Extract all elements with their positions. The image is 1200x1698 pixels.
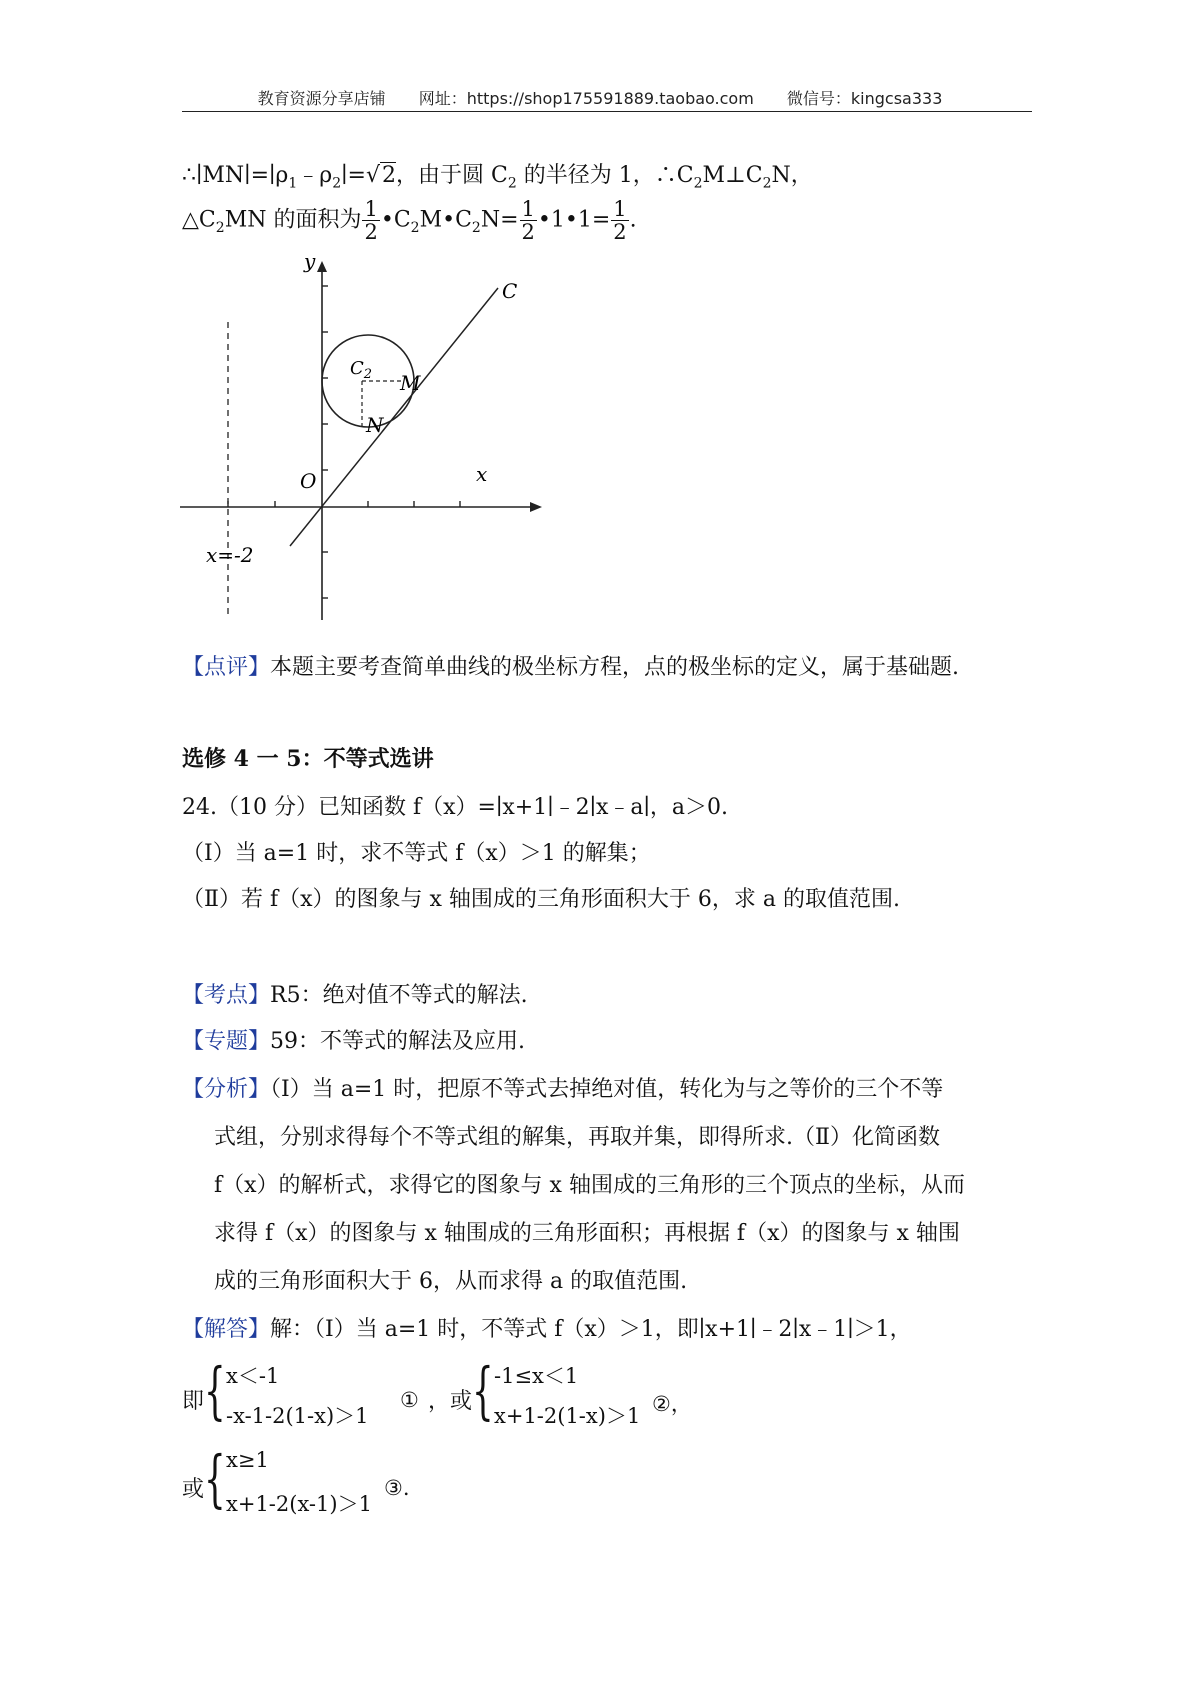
text: N， xyxy=(771,163,813,188)
text: △C xyxy=(182,207,216,233)
brace: { xyxy=(472,1354,494,1427)
zhuanti-text: 59：不等式的解法及应用. xyxy=(270,1029,526,1054)
inequality-systems-row-2 xyxy=(182,1444,482,1528)
problem-stem: 24.（10 分）已知函数 f（x）=∣x+1∣﹣2∣x﹣a∣，a＞0. xyxy=(182,795,729,820)
jieda-text: 解：（Ⅰ）当 a=1 时，不等式 f（x）＞1，即∣x+1∣﹣2∣x﹣1∣＞1， xyxy=(270,1317,912,1342)
system-2-line-2: x+1-2(1-x)＞1 xyxy=(494,1404,641,1428)
huo-label: ，或 xyxy=(428,1389,473,1414)
label-x-neg-2: x=-2 xyxy=(206,543,254,567)
calc-line-1: $\therefore∣MN∣=∣\rho_1﹣\rho_2∣=√2$，由于圆 $C_2$ 的半径为 1，$\therefore C_2M\perp C_2N$， xyxy=(182,163,813,192)
frac-num: 1 xyxy=(521,197,535,221)
review-line xyxy=(182,650,959,681)
kaodian-line xyxy=(182,978,528,1009)
sub: 2 xyxy=(693,175,703,192)
sqrt-value: 2 xyxy=(382,163,397,188)
frac-den: 2 xyxy=(521,220,535,245)
frac-num: 1 xyxy=(613,197,627,221)
text: N= xyxy=(480,207,519,233)
system-1-mark: ① xyxy=(400,1388,419,1412)
review-text: 本题主要考查简单曲线的极坐标方程，点的极坐标的定义，属于基础题. xyxy=(270,655,960,680)
frac-den: 2 xyxy=(364,220,378,245)
system-1-line-1: x＜-1 xyxy=(226,1364,280,1388)
review-tag: 【点评】 xyxy=(182,655,271,680)
header-site: 网址：https://shop175591889.taobao.com xyxy=(418,89,754,108)
text: M⊥C xyxy=(702,163,763,188)
fenxi-line-3: f（x）的解析式，求得它的图象与 x 轴围成的三角形的三个顶点的坐标，从而 xyxy=(214,1173,965,1198)
x-axis-arrow xyxy=(530,502,542,512)
fenxi-tag: 【分析】 xyxy=(182,1077,271,1102)
header-wechat: 微信号：kingcsa333 xyxy=(786,89,943,108)
sub: 1 xyxy=(288,175,298,192)
ji-label: 即 xyxy=(182,1389,205,1414)
label-y: y xyxy=(304,249,316,273)
zhuanti-line xyxy=(182,1024,525,1055)
label-c2: $C_2$ xyxy=(350,358,373,382)
label-c: C xyxy=(502,279,518,303)
text: •1•1= xyxy=(537,207,611,233)
label-m: M xyxy=(400,371,421,395)
text: •C xyxy=(380,207,411,233)
inequality-systems-row-1 xyxy=(182,1356,742,1440)
jieda-line xyxy=(182,1312,912,1343)
text: 的半径为 1，∴C xyxy=(516,163,694,188)
text: . xyxy=(629,207,637,233)
fraction xyxy=(611,198,628,243)
system-3-mark: ③. xyxy=(384,1476,410,1500)
system-3-line-1: x≥1 xyxy=(226,1448,269,1472)
frac-num: 1 xyxy=(364,197,378,221)
fenxi-text: （Ⅰ）当 a=1 时，把原不等式去掉绝对值，转化为与之等价的三个不等 xyxy=(270,1077,944,1102)
sub: 2 xyxy=(471,219,481,236)
text: ∴∣MN∣=∣ρ xyxy=(182,163,289,188)
frac-den: 2 xyxy=(613,220,627,245)
header-rule xyxy=(182,111,1032,112)
y-axis-arrow xyxy=(317,261,327,272)
system-1-line-2: -x-1-2(1-x)＞1 xyxy=(226,1404,369,1428)
text: ∣= xyxy=(341,163,366,188)
brace: { xyxy=(204,1442,226,1515)
sub: 2 xyxy=(507,175,517,192)
label-n: N xyxy=(366,413,384,437)
fenxi-line-1 xyxy=(182,1072,943,1103)
brace: { xyxy=(204,1354,226,1427)
calc-line-2 xyxy=(182,198,637,243)
text: ，由于圆 C xyxy=(396,163,508,188)
jieda-tag: 【解答】 xyxy=(182,1317,271,1342)
fenxi-line-4: 求得 f（x）的图象与 x 轴围成的三角形面积；再根据 f（x）的图象与 x 轴围 xyxy=(214,1221,960,1246)
fraction xyxy=(362,198,379,243)
system-2-line-1: -1≤x＜1 xyxy=(494,1364,579,1388)
problem-part-2: （Ⅱ）若 f（x）的图象与 x 轴围成的三角形面积大于 6，求 a 的取值范围. xyxy=(182,887,900,912)
zhuanti-tag: 【专题】 xyxy=(182,1029,271,1054)
system-2-mark: ②， xyxy=(652,1392,692,1416)
sub: 2 xyxy=(762,175,772,192)
kaodian-text: R5：绝对值不等式的解法. xyxy=(270,983,528,1008)
fraction xyxy=(520,198,537,243)
text: M•C xyxy=(419,207,472,233)
label-x: x xyxy=(476,462,488,486)
kaodian-tag: 【考点】 xyxy=(182,983,271,1008)
section-title: 选修 4 一 5：不等式选讲 xyxy=(182,746,434,772)
fenxi-line-2: 式组，分别求得每个不等式组的解集，再取并集，即得所求.（Ⅱ）化简函数 xyxy=(214,1125,940,1150)
sub: 2 xyxy=(332,175,342,192)
header-shop: 教育资源分享店铺 xyxy=(257,89,386,108)
text: ﹣ρ xyxy=(297,163,333,188)
fenxi-line-5: 成的三角形面积大于 6，从而求得 a 的取值范围. xyxy=(214,1269,688,1294)
text: MN 的面积为 xyxy=(224,207,362,233)
sub: 2 xyxy=(410,219,420,236)
huo-label: 或 xyxy=(182,1477,205,1502)
problem-part-1: （Ⅰ）当 a=1 时，求不等式 f（x）＞1 的解集； xyxy=(182,841,651,866)
page-header xyxy=(0,86,1200,109)
system-3-line-2: x+1-2(x-1)＞1 xyxy=(226,1492,372,1516)
sub: 2 xyxy=(215,219,225,236)
coordinate-figure xyxy=(170,249,570,632)
label-o: O xyxy=(300,469,317,493)
